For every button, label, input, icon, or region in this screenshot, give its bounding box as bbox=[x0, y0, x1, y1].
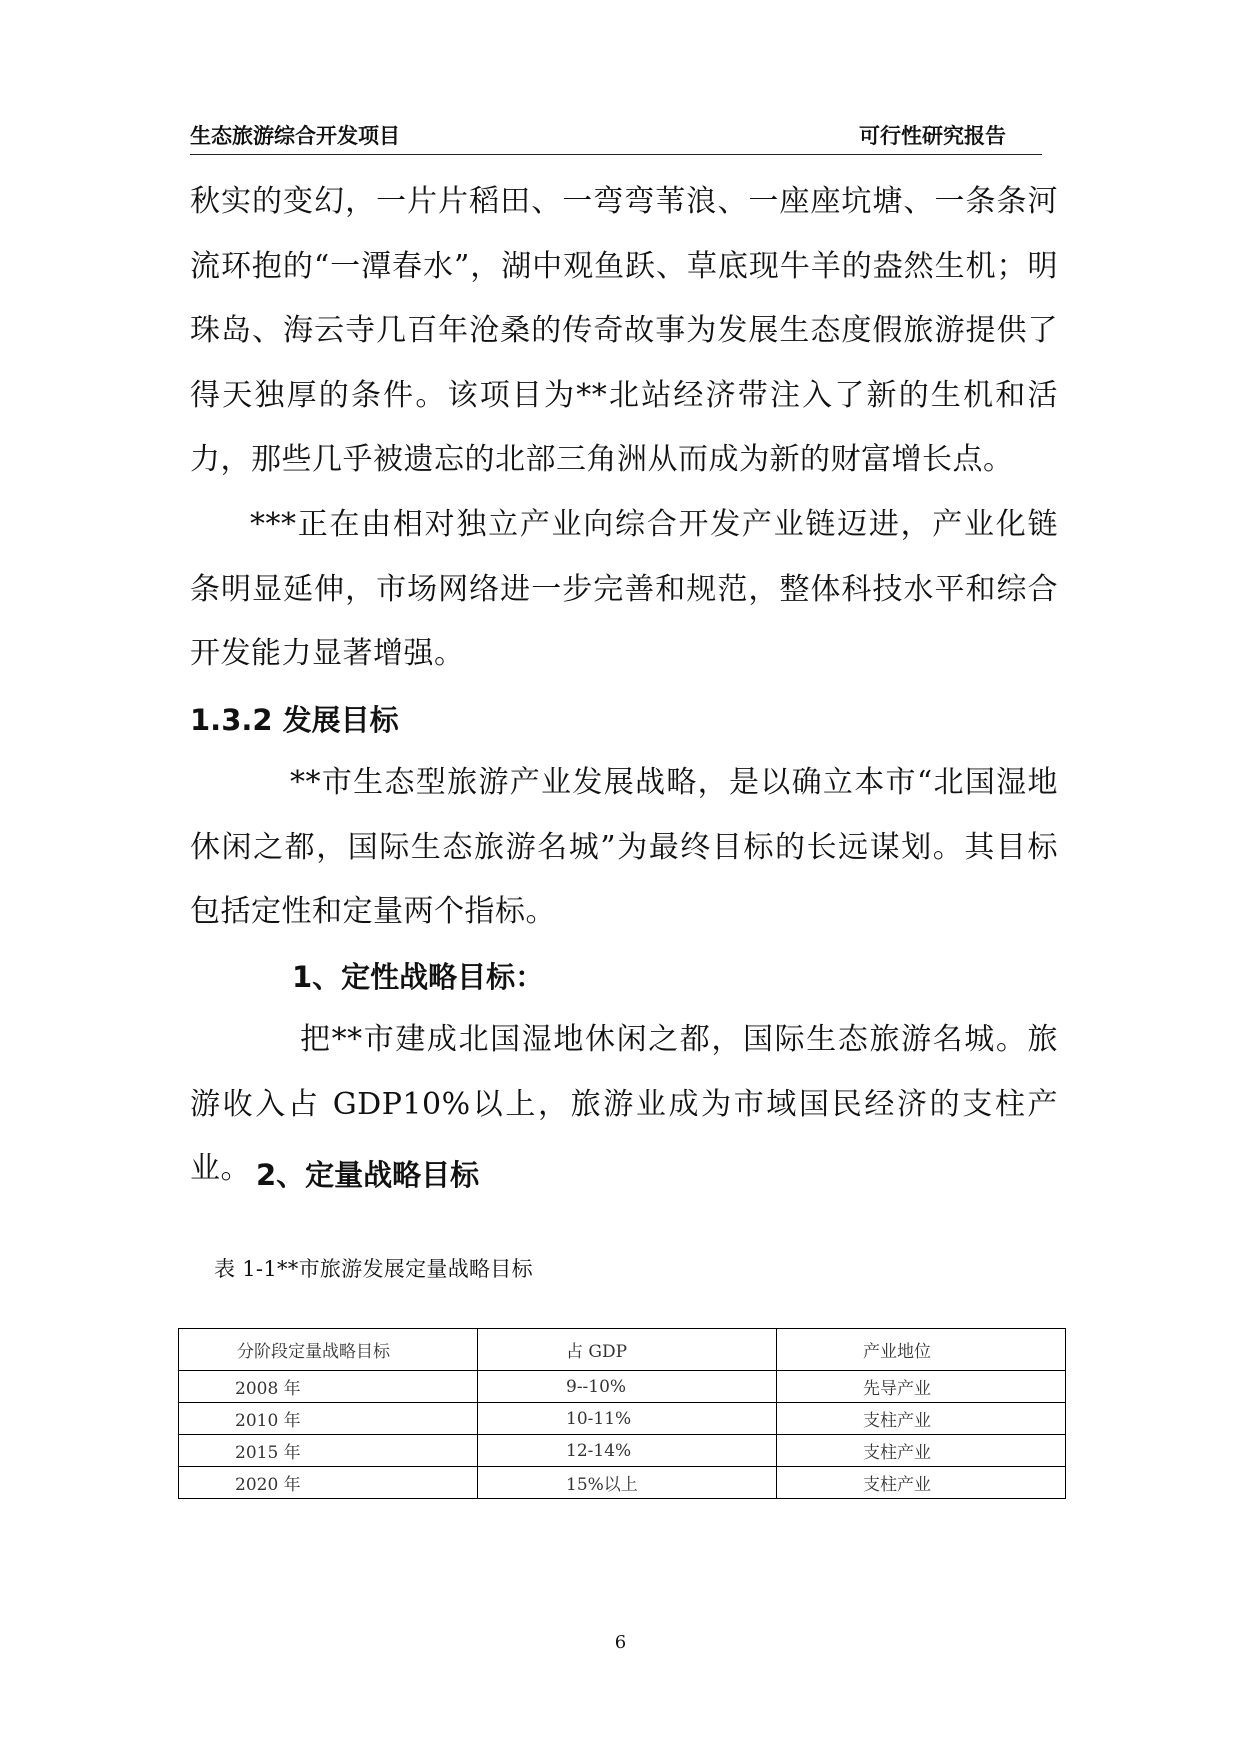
table-caption: 表 1-1**市旅游发展定量战略目标 bbox=[214, 1257, 533, 1281]
paragraph-scenery: 秋实的变幻，一片片稻田、一弯弯苇浪、一座座坑塘、一条条河流环抱的“一潭春水”，湖中观鱼跃、草底现牛羊的盎然生机；明珠岛、海云寺几百年沧桑的传奇故事为发展生态度假旅游提供了得天独厚的条件。该项目为**北站经济带注入了新的生机和活力，那些几乎被遗忘的北部三角洲从而成为新的财富增长点。 bbox=[190, 184, 1058, 477]
table-cell-gdp-share: 9--10% bbox=[478, 1371, 777, 1403]
table-header-cell: 占 GDP bbox=[478, 1329, 777, 1371]
header-report-type: 可行性研究报告 bbox=[859, 124, 1006, 148]
table-header-cell: 产业地位 bbox=[777, 1329, 1066, 1371]
section-heading-development-goals: 1.3.2 发展目标 bbox=[190, 703, 399, 737]
subheading-qualitative-goals: 1、定性战略目标： bbox=[292, 960, 545, 994]
subheading-quantitative-goals: 2、定量战略目标 bbox=[256, 1158, 480, 1192]
table-row bbox=[179, 1467, 1066, 1499]
table-cell-industry-status: 支柱产业 bbox=[777, 1467, 1066, 1499]
table-header-cell: 分阶段定量战略目标 bbox=[179, 1329, 478, 1371]
table-row bbox=[179, 1371, 1066, 1403]
table-cell-gdp-share: 12-14% bbox=[478, 1435, 777, 1467]
table-cell-gdp-share: 10-11% bbox=[478, 1403, 777, 1435]
paragraph-industry-chain: ***正在由相对独立产业向综合开发产业链迈进，产业化链条明显延伸，市场网络进一步完善和规范，整体科技水平和综合开发能力显著增强。 bbox=[190, 507, 1058, 671]
paragraph-qualitative-goal: 把**市建成北国湿地休闲之都，国际生态旅游名城。旅游收入占 GDP10%以上，旅游业成为市域国民经济的支柱产业。 bbox=[190, 1022, 1058, 1186]
page-number: 6 bbox=[614, 1632, 627, 1653]
table-cell-year: 2010 年 bbox=[179, 1403, 478, 1435]
table-cell-industry-status: 支柱产业 bbox=[777, 1435, 1066, 1467]
page-header bbox=[190, 116, 1042, 155]
table-row bbox=[179, 1435, 1066, 1467]
header-project-title: 生态旅游综合开发项目 bbox=[190, 124, 400, 148]
table-cell-industry-status: 支柱产业 bbox=[777, 1403, 1066, 1435]
quantitative-goals-table bbox=[178, 1328, 1066, 1499]
table-cell-gdp-share: 15%以上 bbox=[478, 1467, 777, 1499]
table-cell-year: 2020 年 bbox=[179, 1467, 478, 1499]
paragraph-strategy: **市生态型旅游产业发展战略，是以确立本市“北国湿地休闲之都，国际生态旅游名城”为最终目标的长远谋划。其目标包括定性和定量两个指标。 bbox=[190, 765, 1058, 929]
table-cell-year: 2015 年 bbox=[179, 1435, 478, 1467]
table-cell-year: 2008 年 bbox=[179, 1371, 478, 1403]
table-header-row bbox=[179, 1329, 1066, 1371]
table-cell-industry-status: 先导产业 bbox=[777, 1371, 1066, 1403]
table-row bbox=[179, 1403, 1066, 1435]
